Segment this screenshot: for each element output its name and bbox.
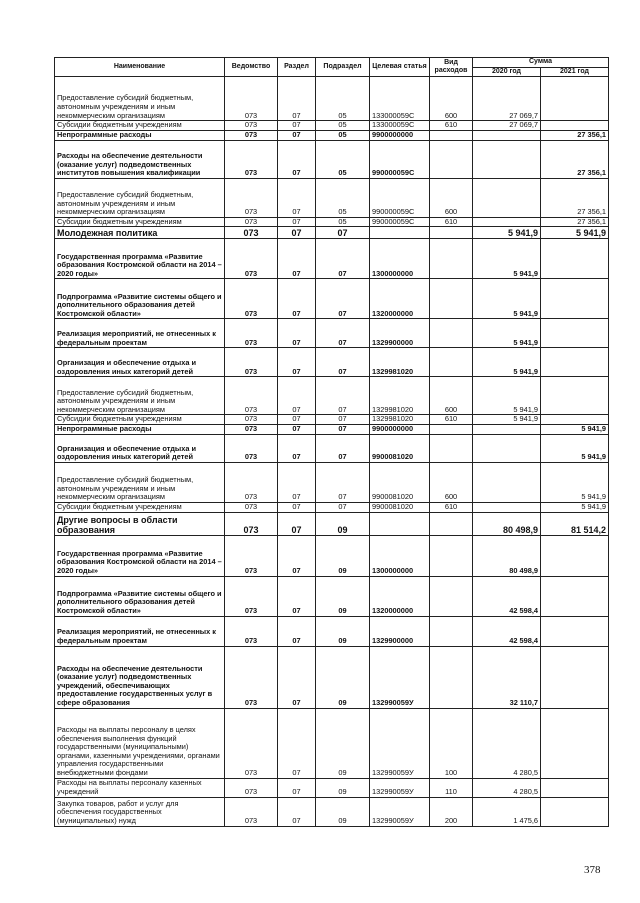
row-department: 073 [225, 434, 278, 462]
row-name: Предоставление субсидий бюджетным, автономным учреждениям и иным некоммерческим организациям [55, 462, 225, 502]
row-name: Молодежная политика [55, 227, 225, 239]
header-year-2021: 2021 год [541, 67, 609, 77]
row-section: 07 [278, 319, 316, 348]
table-row [55, 535, 609, 576]
row-amount-2020 [473, 178, 541, 217]
row-target: 132990059У [370, 708, 430, 778]
row-name: Субсидии бюджетным учреждениям [55, 121, 225, 131]
row-subsection: 09 [316, 646, 370, 708]
row-amount-2021: 27 356,1 [541, 130, 609, 140]
row-amount-2020: 42 598,4 [473, 576, 541, 616]
row-department: 073 [225, 130, 278, 140]
row-expense-type [430, 576, 473, 616]
row-subsection: 07 [316, 415, 370, 425]
row-amount-2020: 5 941,9 [473, 377, 541, 415]
row-target [370, 512, 430, 535]
row-section: 07 [278, 279, 316, 319]
row-section: 07 [278, 708, 316, 778]
row-subsection: 09 [316, 512, 370, 535]
table-row [55, 512, 609, 535]
row-department: 073 [225, 348, 278, 377]
row-target: 990000059С [370, 140, 430, 178]
table-row [55, 616, 609, 646]
row-department: 073 [225, 279, 278, 319]
row-section: 07 [278, 576, 316, 616]
row-amount-2020: 5 941,9 [473, 415, 541, 425]
row-amount-2020: 80 498,9 [473, 512, 541, 535]
row-amount-2021: 27 356,1 [541, 217, 609, 227]
row-expense-type: 100 [430, 708, 473, 778]
row-expense-type [430, 535, 473, 576]
row-amount-2020 [473, 462, 541, 502]
row-subsection: 05 [316, 217, 370, 227]
row-amount-2021 [541, 319, 609, 348]
header-section: Раздел [278, 58, 316, 77]
row-department: 073 [225, 616, 278, 646]
row-target: 990000059С [370, 178, 430, 217]
row-target: 132990059У [370, 778, 430, 797]
row-department: 073 [225, 797, 278, 826]
row-name: Организация и обеспечение отдыха и оздоровления иных категорий детей [55, 434, 225, 462]
row-section: 07 [278, 178, 316, 217]
table-row [55, 130, 609, 140]
row-expense-type: 610 [430, 217, 473, 227]
header-department: Ведомство [225, 58, 278, 77]
row-amount-2020: 1 475,6 [473, 797, 541, 826]
row-name: Предоставление субсидий бюджетным, автономным учреждениям и иным некоммерческим организациям [55, 178, 225, 217]
table-row [55, 708, 609, 778]
row-subsection: 07 [316, 434, 370, 462]
header-subsection: Подраздел [316, 58, 370, 77]
row-department: 073 [225, 424, 278, 434]
row-amount-2020 [473, 434, 541, 462]
table-row [55, 646, 609, 708]
row-amount-2021 [541, 348, 609, 377]
row-subsection: 09 [316, 616, 370, 646]
row-expense-type [430, 319, 473, 348]
row-amount-2020 [473, 130, 541, 140]
row-section: 07 [278, 130, 316, 140]
row-subsection: 07 [316, 502, 370, 512]
row-section: 07 [278, 239, 316, 279]
row-expense-type [430, 434, 473, 462]
table-row [55, 462, 609, 502]
row-name: Расходы на выплаты персоналу казенных учреждений [55, 778, 225, 797]
table-row [55, 77, 609, 121]
row-amount-2021 [541, 239, 609, 279]
row-department: 073 [225, 227, 278, 239]
row-name: Предоставление субсидий бюджетным, автономным учреждениям и иным некоммерческим организациям [55, 377, 225, 415]
row-section: 07 [278, 348, 316, 377]
budget-table [54, 57, 609, 827]
table-row [55, 797, 609, 826]
row-amount-2021: 27 356,1 [541, 140, 609, 178]
row-department: 073 [225, 502, 278, 512]
row-section: 07 [278, 377, 316, 415]
row-expense-type [430, 348, 473, 377]
row-name: Расходы на выплаты персоналу в целях обеспечения выполнения функций государственными (муниципальными) органами, казенными учреждениями, органами управления государственными внебюджетными фондами [55, 708, 225, 778]
row-target: 9900081020 [370, 434, 430, 462]
row-expense-type [430, 646, 473, 708]
row-target: 990000059С [370, 217, 430, 227]
table-row [55, 348, 609, 377]
row-subsection: 07 [316, 319, 370, 348]
row-expense-type [430, 227, 473, 239]
row-section: 07 [278, 424, 316, 434]
row-amount-2020: 32 110,7 [473, 646, 541, 708]
row-amount-2021: 5 941,9 [541, 434, 609, 462]
row-expense-type: 610 [430, 502, 473, 512]
row-amount-2020: 27 069,7 [473, 77, 541, 121]
row-target: 1329900000 [370, 616, 430, 646]
row-department: 073 [225, 77, 278, 121]
table-body [55, 77, 609, 826]
row-name: Подпрограмма «Развитие системы общего и дополнительного образования детей Костромской области» [55, 576, 225, 616]
row-department: 073 [225, 778, 278, 797]
row-amount-2021 [541, 778, 609, 797]
row-target: 1320000000 [370, 279, 430, 319]
row-amount-2021: 81 514,2 [541, 512, 609, 535]
row-amount-2020: 4 280,5 [473, 778, 541, 797]
row-department: 073 [225, 512, 278, 535]
row-amount-2021 [541, 576, 609, 616]
row-target: 133000059С [370, 77, 430, 121]
row-expense-type: 610 [430, 121, 473, 131]
header-sum: Сумма [473, 58, 609, 68]
row-name: Расходы на обеспечение деятельности (оказание услуг) подведомственных учреждений, обеспечивающих предоставление государственных услуг в сфере образования [55, 646, 225, 708]
row-target: 1320000000 [370, 576, 430, 616]
row-expense-type [430, 512, 473, 535]
row-department: 073 [225, 646, 278, 708]
row-expense-type [430, 616, 473, 646]
row-subsection: 09 [316, 797, 370, 826]
row-amount-2021: 27 356,1 [541, 178, 609, 217]
row-target: 1329981020 [370, 348, 430, 377]
row-expense-type: 600 [430, 462, 473, 502]
row-department: 073 [225, 319, 278, 348]
row-department: 073 [225, 576, 278, 616]
row-subsection: 05 [316, 77, 370, 121]
row-amount-2021: 5 941,9 [541, 502, 609, 512]
row-amount-2020: 42 598,4 [473, 616, 541, 646]
row-subsection: 09 [316, 576, 370, 616]
row-expense-type [430, 130, 473, 140]
row-amount-2020: 5 941,9 [473, 239, 541, 279]
row-section: 07 [278, 140, 316, 178]
row-subsection: 05 [316, 130, 370, 140]
row-target: 1300000000 [370, 239, 430, 279]
row-subsection: 09 [316, 535, 370, 576]
row-amount-2021 [541, 708, 609, 778]
row-department: 073 [225, 140, 278, 178]
row-target: 9900000000 [370, 424, 430, 434]
row-department: 073 [225, 415, 278, 425]
row-amount-2021 [541, 377, 609, 415]
table-row [55, 424, 609, 434]
header-expense-type: Вид расходов [430, 58, 473, 77]
row-subsection: 07 [316, 279, 370, 319]
row-amount-2021 [541, 415, 609, 425]
row-subsection: 05 [316, 121, 370, 131]
row-amount-2020: 5 941,9 [473, 279, 541, 319]
row-subsection: 09 [316, 708, 370, 778]
table-row [55, 778, 609, 797]
table-row [55, 377, 609, 415]
row-subsection: 07 [316, 348, 370, 377]
row-expense-type [430, 239, 473, 279]
row-section: 07 [278, 121, 316, 131]
header-year-2020: 2020 год [473, 67, 541, 77]
row-name: Предоставление субсидий бюджетным, автономным учреждениям и иным некоммерческим организациям [55, 77, 225, 121]
table-row [55, 434, 609, 462]
row-amount-2020: 5 941,9 [473, 227, 541, 239]
row-subsection: 05 [316, 178, 370, 217]
row-name: Подпрограмма «Развитие системы общего и дополнительного образования детей Костромской области» [55, 279, 225, 319]
row-amount-2021 [541, 797, 609, 826]
row-target: 1329981020 [370, 415, 430, 425]
row-section: 07 [278, 415, 316, 425]
row-department: 073 [225, 462, 278, 502]
row-name: Непрограммные расходы [55, 130, 225, 140]
row-amount-2020 [473, 502, 541, 512]
table-row [55, 140, 609, 178]
table-row [55, 279, 609, 319]
row-name: Субсидии бюджетным учреждениям [55, 502, 225, 512]
row-section: 07 [278, 616, 316, 646]
row-department: 073 [225, 217, 278, 227]
row-name: Закупка товаров, работ и услуг для обеспечения государственных (муниципальных) нужд [55, 797, 225, 826]
row-amount-2021 [541, 535, 609, 576]
row-expense-type: 600 [430, 178, 473, 217]
row-section: 07 [278, 646, 316, 708]
row-expense-type [430, 424, 473, 434]
row-amount-2021 [541, 646, 609, 708]
row-amount-2020: 5 941,9 [473, 348, 541, 377]
row-amount-2021: 5 941,9 [541, 462, 609, 502]
table-header [55, 58, 609, 77]
row-department: 073 [225, 178, 278, 217]
row-expense-type: 600 [430, 77, 473, 121]
row-amount-2020 [473, 140, 541, 178]
table-row [55, 227, 609, 239]
page-number: 378 [584, 864, 601, 876]
row-section: 07 [278, 512, 316, 535]
row-target: 132990059У [370, 646, 430, 708]
table-row [55, 178, 609, 217]
table-row [55, 121, 609, 131]
row-expense-type: 610 [430, 415, 473, 425]
row-name: Государственная программа «Развитие образования Костромской области на 2014 – 2020 годы» [55, 535, 225, 576]
row-amount-2020 [473, 217, 541, 227]
row-expense-type [430, 279, 473, 319]
row-subsection: 07 [316, 227, 370, 239]
row-target: 9900081020 [370, 502, 430, 512]
table-row [55, 217, 609, 227]
row-target: 1329900000 [370, 319, 430, 348]
row-target: 9900081020 [370, 462, 430, 502]
row-expense-type: 600 [430, 377, 473, 415]
row-expense-type: 200 [430, 797, 473, 826]
header-name: Наименование [55, 58, 225, 77]
row-amount-2020: 27 069,7 [473, 121, 541, 131]
row-subsection: 07 [316, 424, 370, 434]
row-target: 132990059У [370, 797, 430, 826]
table-row [55, 239, 609, 279]
row-amount-2021: 5 941,9 [541, 227, 609, 239]
header-target: Целевая статья [370, 58, 430, 77]
row-target: 9900000000 [370, 130, 430, 140]
row-amount-2021 [541, 121, 609, 131]
row-section: 07 [278, 462, 316, 502]
row-target: 1329981020 [370, 377, 430, 415]
row-section: 07 [278, 502, 316, 512]
row-amount-2021 [541, 279, 609, 319]
row-subsection: 05 [316, 140, 370, 178]
row-department: 073 [225, 121, 278, 131]
row-section: 07 [278, 77, 316, 121]
row-section: 07 [278, 217, 316, 227]
row-name: Государственная программа «Развитие образования Костромской области на 2014 – 2020 годы» [55, 239, 225, 279]
table-row [55, 576, 609, 616]
row-amount-2021 [541, 616, 609, 646]
row-department: 073 [225, 239, 278, 279]
row-section: 07 [278, 797, 316, 826]
row-department: 073 [225, 708, 278, 778]
row-name: Расходы на обеспечение деятельности (оказание услуг) подведомственных институтов повышения квалификации [55, 140, 225, 178]
row-department: 073 [225, 535, 278, 576]
row-subsection: 07 [316, 239, 370, 279]
row-expense-type: 110 [430, 778, 473, 797]
table-row [55, 502, 609, 512]
row-subsection: 09 [316, 778, 370, 797]
row-name: Субсидии бюджетным учреждениям [55, 217, 225, 227]
row-name: Реализация мероприятий, не отнесенных к федеральным проектам [55, 319, 225, 348]
row-section: 07 [278, 434, 316, 462]
row-section: 07 [278, 227, 316, 239]
row-target: 1300000000 [370, 535, 430, 576]
row-subsection: 07 [316, 377, 370, 415]
row-expense-type [430, 140, 473, 178]
row-amount-2020: 4 280,5 [473, 708, 541, 778]
row-name: Организация и обеспечение отдыха и оздоровления иных категорий детей [55, 348, 225, 377]
row-subsection: 07 [316, 462, 370, 502]
row-name: Реализация мероприятий, не отнесенных к федеральным проектам [55, 616, 225, 646]
row-target: 133000059С [370, 121, 430, 131]
row-name: Непрограммные расходы [55, 424, 225, 434]
row-target [370, 227, 430, 239]
row-amount-2020: 80 498,9 [473, 535, 541, 576]
table-row [55, 319, 609, 348]
row-amount-2020: 5 941,9 [473, 319, 541, 348]
row-amount-2021 [541, 77, 609, 121]
row-section: 07 [278, 778, 316, 797]
row-amount-2020 [473, 424, 541, 434]
row-section: 07 [278, 535, 316, 576]
row-amount-2021: 5 941,9 [541, 424, 609, 434]
row-name: Другие вопросы в области образования [55, 512, 225, 535]
table-row [55, 415, 609, 425]
row-name: Субсидии бюджетным учреждениям [55, 415, 225, 425]
row-department: 073 [225, 377, 278, 415]
